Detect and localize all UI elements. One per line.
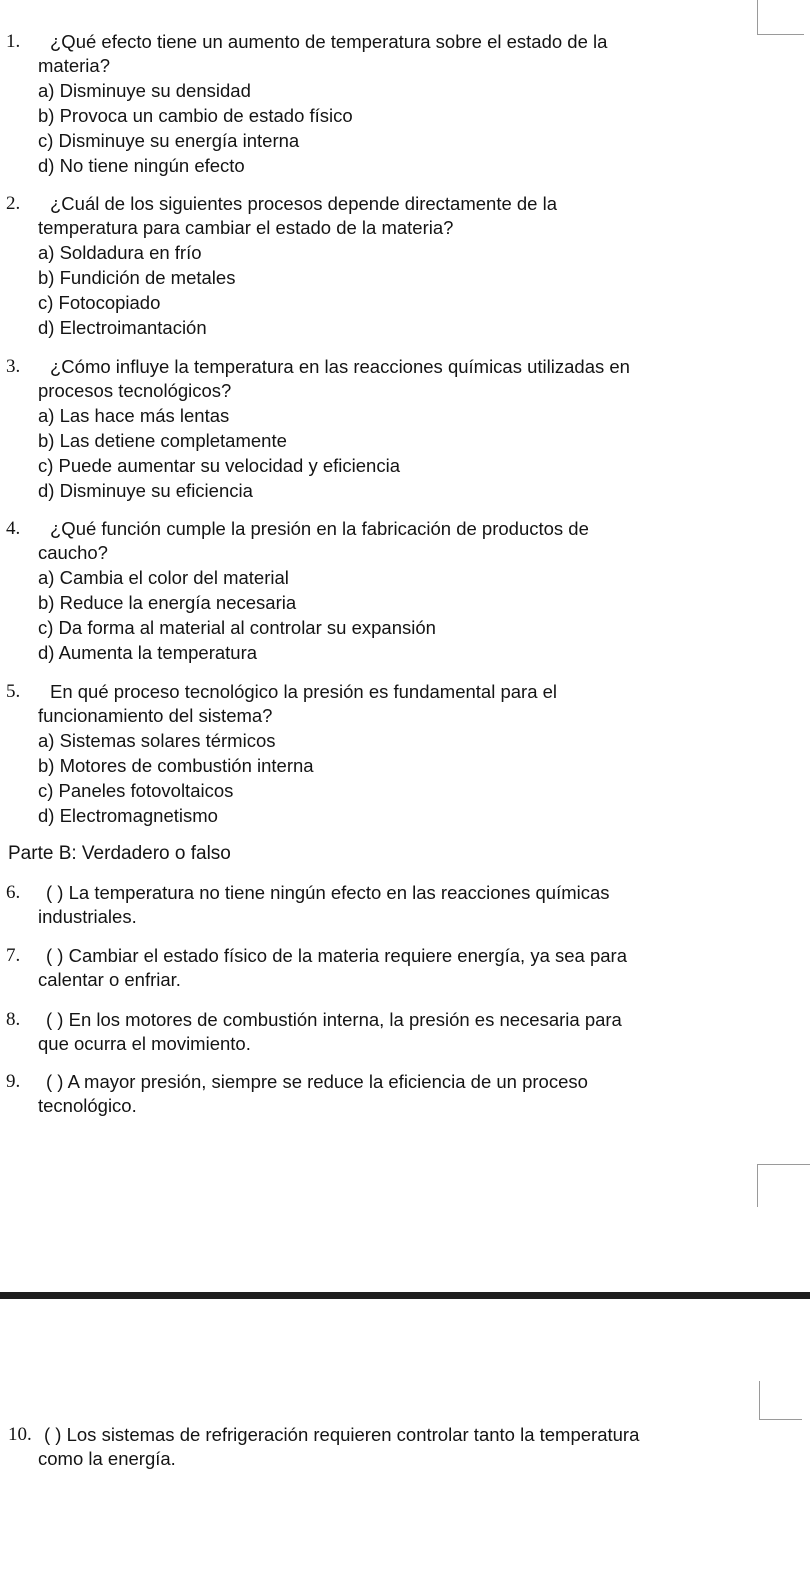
question-5 bbox=[0, 680, 780, 828]
option-d: d) Electroimantación bbox=[38, 317, 207, 338]
question-stem-continuation: temperatura para cambiar el estado de la materia? bbox=[38, 217, 454, 238]
option-d: d) Disminuye su eficiencia bbox=[38, 480, 253, 501]
option-d: d) Aumenta la temperatura bbox=[38, 642, 258, 663]
true-false-item-8 bbox=[0, 1008, 780, 1056]
question-stem-continuation: caucho? bbox=[38, 542, 108, 563]
item-statement: ( ) La temperatura no tiene ningún efecto en las reacciones químicas bbox=[46, 882, 610, 903]
question-stem: ¿Qué efecto tiene un aumento de temperatura sobre el estado de la bbox=[50, 31, 608, 52]
item-statement: ( ) A mayor presión, siempre se reduce la eficiencia de un proceso bbox=[46, 1071, 588, 1092]
item-number: 9. bbox=[6, 1071, 21, 1092]
question-stem: En qué proceso tecnológico la presión es fundamental para el bbox=[50, 681, 558, 702]
page-corner-mark bbox=[757, 1164, 810, 1207]
question-stem: ¿Qué función cumple la presión en la fabricación de productos de bbox=[50, 518, 589, 539]
question-number: 2. bbox=[6, 193, 21, 214]
section-title: Parte B: Verdadero o falso bbox=[8, 843, 231, 864]
question-stem: ¿Cuál de los siguientes procesos depende directamente de la bbox=[50, 193, 558, 214]
item-number: 7. bbox=[6, 945, 21, 966]
question-2 bbox=[0, 192, 780, 340]
question-4 bbox=[0, 517, 780, 665]
question-stem-continuation: materia? bbox=[38, 55, 110, 76]
item-statement-continuation: industriales. bbox=[38, 906, 137, 927]
option-a: a) Sistemas solares térmicos bbox=[38, 730, 276, 751]
question-number: 1. bbox=[6, 31, 21, 52]
question-stem: ¿Cómo influye la temperatura en las reacciones químicas utilizadas en bbox=[50, 356, 630, 377]
item-statement-continuation: tecnológico. bbox=[38, 1095, 137, 1116]
item-statement-continuation: calentar o enfriar. bbox=[38, 969, 181, 990]
item-number: 6. bbox=[6, 882, 21, 903]
option-c: c) Puede aumentar su velocidad y eficiencia bbox=[38, 455, 400, 476]
item-statement-continuation: que ocurra el movimiento. bbox=[38, 1033, 251, 1054]
option-a: a) Disminuye su densidad bbox=[38, 80, 251, 101]
option-c: c) Da forma al material al controlar su expansión bbox=[38, 617, 436, 638]
item-statement: ( ) En los motores de combustión interna, la presión es necesaria para bbox=[46, 1009, 622, 1030]
item-number: 10. bbox=[8, 1424, 32, 1445]
item-statement: ( ) Los sistemas de refrigeración requieren controlar tanto la temperatura bbox=[44, 1424, 640, 1445]
question-1 bbox=[0, 30, 780, 178]
true-false-item-6 bbox=[0, 881, 780, 929]
item-statement-continuation: como la energía. bbox=[38, 1448, 176, 1469]
question-number: 5. bbox=[6, 681, 21, 702]
question-number: 4. bbox=[6, 518, 21, 539]
option-a: a) Las hace más lentas bbox=[38, 405, 230, 426]
option-b: b) Fundición de metales bbox=[38, 267, 236, 288]
page-divider bbox=[0, 1292, 810, 1299]
question-stem-continuation: funcionamiento del sistema? bbox=[38, 705, 273, 726]
item-statement: ( ) Cambiar el estado físico de la materia requiere energía, ya sea para bbox=[46, 945, 627, 966]
option-c: c) Paneles fotovoltaicos bbox=[38, 780, 234, 801]
question-3 bbox=[0, 355, 780, 503]
page-corner-mark bbox=[759, 1381, 802, 1420]
true-false-item-10 bbox=[0, 1423, 780, 1471]
option-d: d) No tiene ningún efecto bbox=[38, 155, 245, 176]
option-d: d) Electromagnetismo bbox=[38, 805, 218, 826]
option-c: c) Fotocopiado bbox=[38, 292, 161, 313]
option-a: a) Cambia el color del material bbox=[38, 567, 289, 588]
option-b: b) Las detiene completamente bbox=[38, 430, 287, 451]
question-number: 3. bbox=[6, 356, 21, 377]
true-false-item-9 bbox=[0, 1070, 780, 1118]
option-c: c) Disminuye su energía interna bbox=[38, 130, 300, 151]
true-false-item-7 bbox=[0, 944, 780, 992]
option-b: b) Reduce la energía necesaria bbox=[38, 592, 297, 613]
option-b: b) Provoca un cambio de estado físico bbox=[38, 105, 353, 126]
question-stem-continuation: procesos tecnológicos? bbox=[38, 380, 232, 401]
option-a: a) Soldadura en frío bbox=[38, 242, 202, 263]
item-number: 8. bbox=[6, 1009, 21, 1030]
option-b: b) Motores de combustión interna bbox=[38, 755, 314, 776]
